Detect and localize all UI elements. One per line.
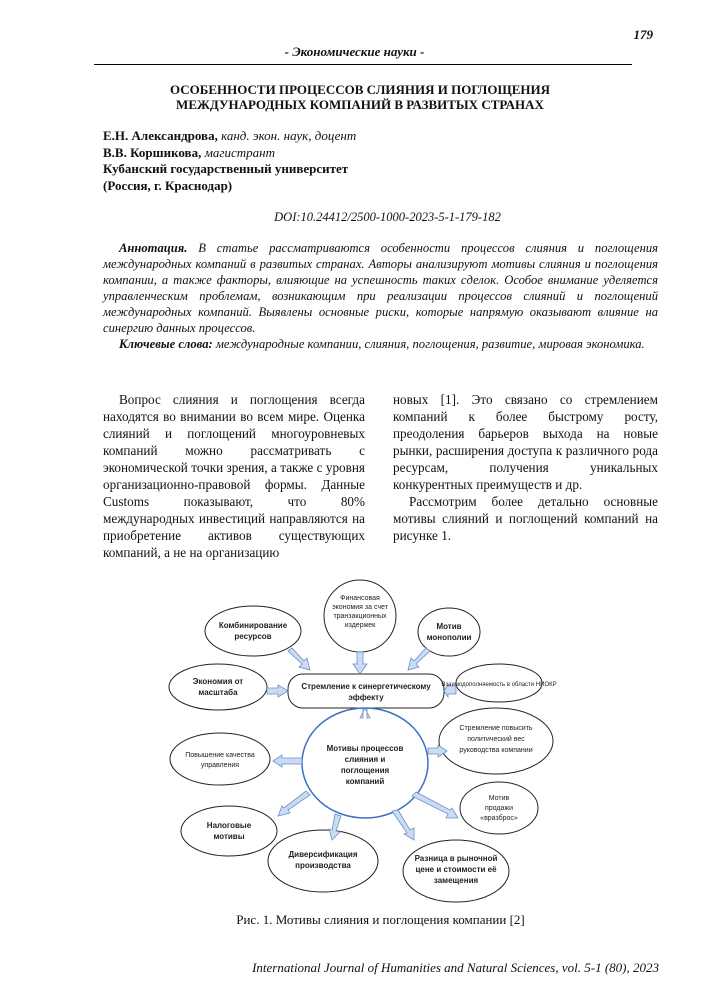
node-resources-label-2: ресурсов: [234, 632, 272, 641]
author-1-role: канд. экон. наук, доцент: [221, 128, 357, 143]
node-sale-label-1: Мотив: [488, 795, 510, 802]
node-sale-label-2: продажи: [485, 805, 513, 812]
keywords-label: Ключевые слова:: [119, 337, 213, 351]
synergy-label-1: Стремление к синергетическому: [301, 682, 431, 691]
node-sale-label-3: «вразброс»: [480, 815, 518, 822]
abstract-block: [103, 240, 658, 352]
node-monopoly-label-2: монополии: [426, 633, 472, 642]
article-title: [100, 82, 620, 112]
location: (Россия, г. Краснодар): [103, 177, 233, 193]
node-scale-label-2: масштаба: [198, 688, 238, 697]
node-scale: [169, 664, 267, 710]
node-political-label-1: Стремление повысить: [459, 725, 533, 732]
node-quality-label-2: управления: [200, 762, 240, 769]
title-line-1: ОСОБЕННОСТИ ПРОЦЕССОВ СЛИЯНИЯ И ПОГЛОЩЕНИЯ: [170, 82, 550, 97]
paragraph-2: новых [1]. Это связано со стремлением компаний к более быстрому росту, преодоления барьеров выхода на новые рынки, расширения доступа к различного рода ресурсам, получения уникальных конкурентных преимуществ и др.: [393, 392, 658, 492]
paragraph-1: Вопрос слияния и поглощения всегда находятся во внимании во всем мире. Оценка слияний и поглощений многоуровневых компаний можно рассматривать с экономической точки зрения, а также с уровня организационно-правовой формы. Данные Customs показывают, что 80% международных инвестиций направляются на приобретение активов существующих компаний, а не на организацию: [103, 392, 365, 560]
center-label-4: компаний: [345, 777, 385, 786]
node-divers-label-2: производства: [295, 861, 351, 870]
author-2-name: В.В. Коршикова,: [103, 144, 202, 160]
center-label-3: поглощения: [340, 766, 390, 775]
arrow-sale: [412, 792, 458, 818]
affiliation: Кубанский государственный университет: [103, 161, 349, 176]
node-price-label-1: Разница в рыночной: [414, 854, 498, 863]
synergy-label-2: эффекту: [348, 693, 384, 702]
journal-footer: International Journal of Humanities and Natural Sciences, vol. 5-1 (80), 2023: [252, 960, 659, 975]
title-line-2: МЕЖДУНАРОДНЫХ КОМПАНИЙ В РАЗВИТЫХ СТРАНАХ: [176, 97, 544, 112]
node-price-label-3: замещения: [433, 876, 479, 885]
arrow-finance: [353, 652, 367, 674]
page-number: 179: [633, 27, 653, 42]
center-label-1: Мотивы процессов: [326, 744, 404, 753]
abstract-text: В статье рассматриваются особенности процессов слияния и поглощения международных компаний в развитых странах. Авторы анализируют мотивы слияния и поглощения компании, а также факторы, влияющие на успешность таких сделок. Особое внимание уделяется управленческим проблемам, возникающим при реализации процессов слияний и поглощений международных компаний. Выявлены основные риски, которые напрямую оказывают влияние на синергию данных процессов.: [103, 241, 658, 335]
arrow-monopoly: [408, 648, 430, 670]
node-quality: [170, 733, 270, 785]
author-1-name: Е.Н. Александрова,: [103, 128, 218, 143]
doi: DOI:10.24412/2500-1000-2023-5-1-179-182: [274, 210, 501, 224]
node-finance-label-3: транзакционных: [333, 613, 387, 620]
abstract: [103, 240, 658, 336]
node-scale-label-1: Экономия от: [192, 677, 244, 686]
paragraph-3: Рассмотрим более детально основные мотивы слияний и поглощений компаний на рисунке 1.: [393, 494, 658, 543]
body-column-2: [393, 391, 658, 544]
body-column-1: [103, 391, 365, 561]
node-tax-label-1: Налоговые: [206, 821, 252, 830]
node-political-label-2: политический вес: [467, 736, 525, 743]
keywords: [103, 336, 658, 352]
author-2: [103, 145, 356, 162]
header-rule: [94, 64, 632, 65]
node-divers-label-1: Диверсификация: [288, 850, 358, 859]
keywords-text: международные компании, слияния, поглощения, развитие, мировая экономика.: [215, 337, 645, 351]
node-resources: [205, 606, 301, 656]
figure-caption: Рис. 1. Мотивы слияния и поглощения компании [2]: [236, 912, 525, 927]
arrow-quality: [273, 755, 302, 767]
node-political-label-3: руководства компании: [459, 747, 533, 754]
section-header: - Экономические науки -: [284, 44, 425, 59]
arrow-tax: [278, 791, 310, 816]
node-resources-label-1: Комбинирование: [218, 621, 288, 630]
node-quality-label-1: Повышение качества: [185, 752, 255, 759]
arrow-scale: [267, 685, 288, 697]
author-1: [103, 128, 356, 145]
node-finance-label-2: экономия за счет: [332, 604, 388, 611]
node-monopoly-label-1: Мотив: [436, 622, 462, 631]
node-finance-label-1: Финансовая: [340, 595, 380, 602]
node-tax: [181, 806, 277, 856]
node-finance-label-4: издержек: [344, 622, 376, 629]
node-tax-label-2: мотивы: [213, 832, 245, 841]
node-niokr-label: Взаимодополняемость в области НИОКР: [441, 682, 557, 688]
abstract-label: Аннотация.: [119, 241, 188, 255]
arrow-resources: [288, 648, 310, 670]
synergy-box: [288, 674, 444, 708]
center-label-2: слияния и: [344, 755, 386, 764]
motives-diagram: [160, 578, 560, 903]
author-2-role: магистрант: [204, 144, 275, 160]
authors-block: [103, 128, 356, 194]
arrow-price: [392, 810, 414, 840]
node-price-label-2: цене и стоимости её: [415, 865, 497, 874]
